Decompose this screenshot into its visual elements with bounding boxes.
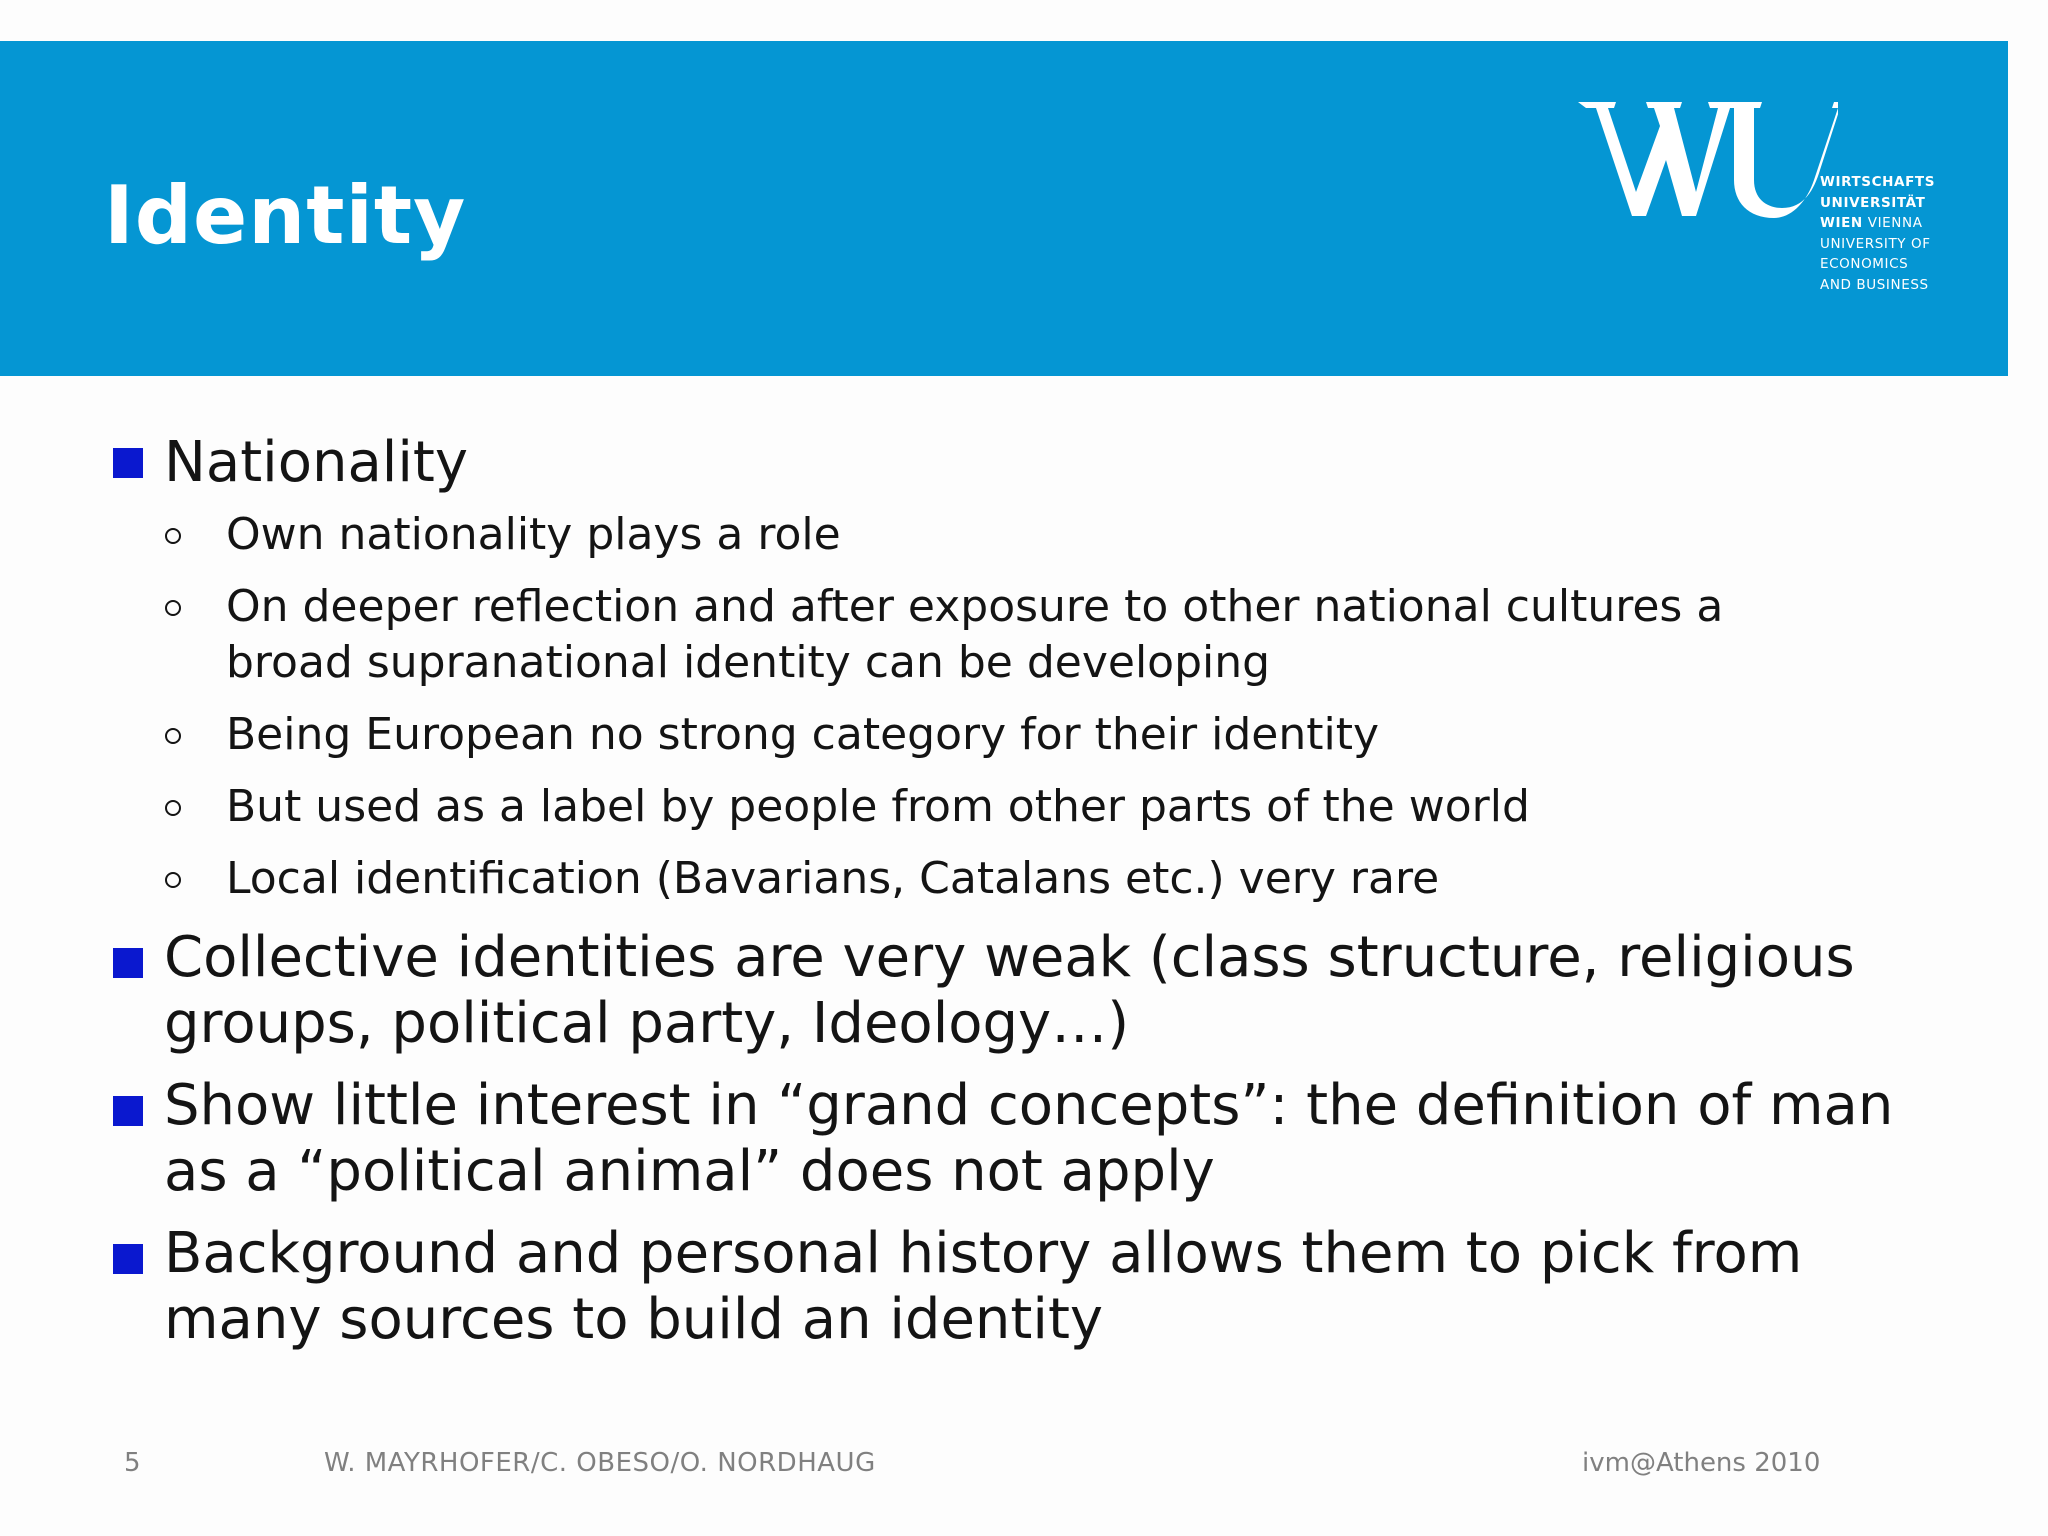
sub-bullet-deeper-reflection: On deeper reflection and after exposure to other national cultures a broad supranational identity can be developing <box>226 581 1724 688</box>
page-number: 5 <box>124 1448 141 1478</box>
slide-title: Identity <box>104 169 467 262</box>
circle-bullet-icon <box>165 872 181 888</box>
logo-line-wirtschafts: WIRTSCHAFTS <box>1820 174 1936 190</box>
square-bullet-icon <box>113 1096 143 1126</box>
bullet-grand-concepts: Show little interest in “grand concepts”: the definition of man as a “political animal” does not apply <box>164 1073 1894 1204</box>
bullet-nationality: Nationality <box>164 430 469 495</box>
logo-word-wien: WIEN <box>1820 215 1863 231</box>
footer-authors: W. MAYRHOFER/C. OBESO/O. NORDHAUG <box>324 1448 876 1478</box>
footer-event: ivm@Athens 2010 <box>1582 1448 1821 1478</box>
square-bullet-icon <box>113 948 143 978</box>
circle-bullet-icon <box>165 600 181 616</box>
logo-line-economics: ECONOMICS <box>1820 256 1909 272</box>
circle-bullet-icon <box>165 800 181 816</box>
circle-bullet-icon <box>165 528 181 544</box>
logo-line-and-business: AND BUSINESS <box>1820 276 1929 293</box>
bullet-collective-identities: Collective identities are very weak (class structure, religious groups, political party, Ideology…) <box>164 925 1855 1056</box>
bullet-background-history: Background and personal history allows them to pick from many sources to build an identity <box>164 1221 1803 1352</box>
sub-bullet-own-nationality: Own nationality plays a role <box>226 509 841 560</box>
logo-line-university-of: UNIVERSITY OF <box>1820 235 1931 252</box>
sub-bullet-label-by-others: But used as a label by people from other parts of the world <box>226 781 1530 832</box>
square-bullet-icon <box>113 1244 143 1274</box>
square-bullet-icon <box>113 448 143 478</box>
sub-bullet-local-identification: Local identification (Bavarians, Catalans etc.) very rare <box>226 853 1440 904</box>
logo-word-vienna: VIENNA <box>1867 215 1923 231</box>
logo-line-universitaet: UNIVERSITÄT <box>1820 194 1926 211</box>
sub-bullet-being-european: Being European no strong category for their identity <box>226 709 1379 760</box>
circle-bullet-icon <box>165 728 181 744</box>
